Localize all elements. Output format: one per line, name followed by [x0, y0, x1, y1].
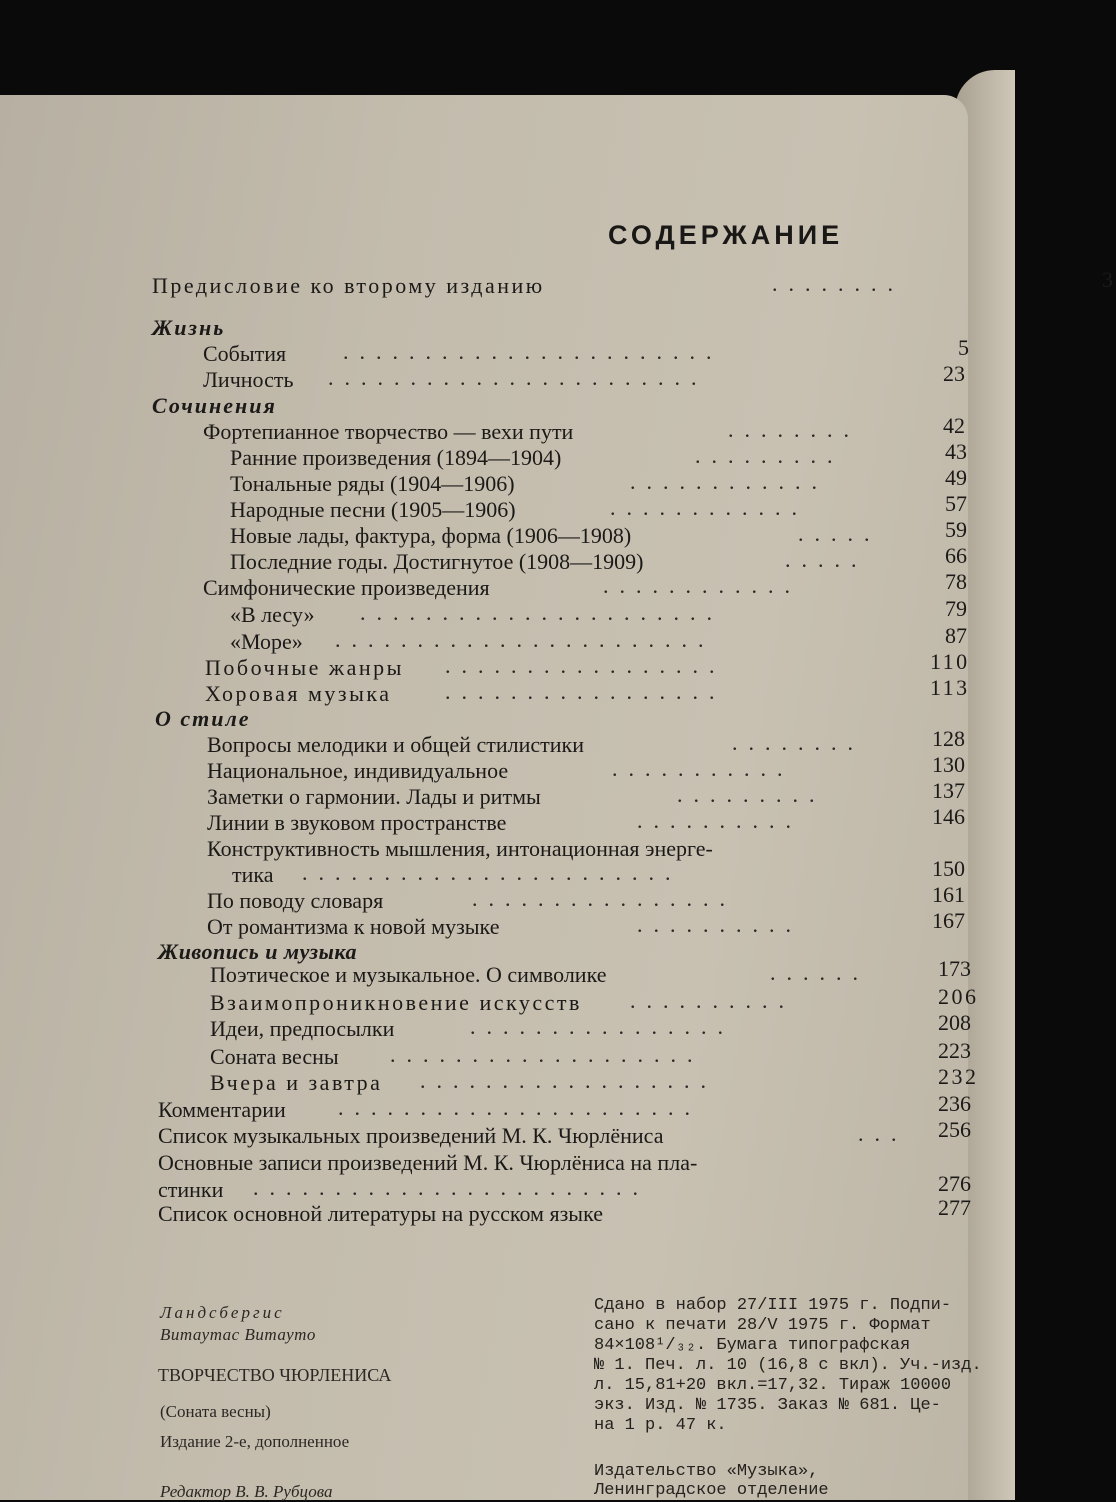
colophon-line: Сдано в набор 27/III 1975 г. Подпи-	[594, 1296, 952, 1315]
leader-dots: .........	[695, 443, 844, 468]
leader-dots: ........	[732, 730, 864, 755]
colophon-line: 84×108¹/₃₂. Бумага типографская	[594, 1336, 911, 1355]
leader-dots: ........................	[253, 1175, 649, 1200]
leader-dots: ........	[772, 271, 904, 296]
author-surname: Ландсбергис	[160, 1303, 285, 1322]
leader-dots: ......................	[360, 600, 723, 625]
leader-dots: ............	[610, 495, 808, 520]
leader-dots: .....	[785, 547, 868, 572]
colophon-line: сано к печати 28/V 1975 г. Формат	[594, 1316, 931, 1335]
leader-dots: ...................	[390, 1042, 704, 1067]
leader-dots: ........	[728, 417, 860, 442]
leader-dots: ..................	[420, 1068, 717, 1093]
leader-dots: ............	[630, 469, 828, 494]
leader-dots: ...	[858, 1121, 908, 1146]
author-name: Витаутас Витауто	[160, 1325, 316, 1344]
leader-dots: ................	[472, 886, 736, 911]
leader-dots: .........	[677, 782, 826, 807]
leader-dots: ...........	[612, 756, 794, 781]
leader-dots: .................	[445, 653, 726, 678]
leader-dots: .......................	[302, 860, 682, 885]
colophon-line: № 1. Печ. л. 10 (16,8 с вкл). Уч.-изд.	[594, 1356, 982, 1375]
colophon-line: на 1 р. 47 к.	[594, 1416, 727, 1435]
leader-dots: ................	[470, 1014, 734, 1039]
book-title: ТВОРЧЕСТВО ЧЮРЛЕНИСА	[158, 1365, 392, 1385]
leader-dots: ..........	[637, 912, 802, 937]
colophon-line: Издательство «Музыка»,	[594, 1462, 819, 1481]
colophon-line: экз. Изд. № 1735. Заказ № 681. Це-	[594, 1396, 941, 1415]
leader-dots: ......	[770, 960, 869, 985]
leader-dots: .......................	[343, 339, 723, 364]
leader-dots: ..........	[630, 988, 795, 1013]
edition-note: Издание 2-е, дополненное	[160, 1432, 350, 1451]
editor-note: Редактор В. В. Рубцова	[160, 1482, 333, 1501]
book-subtitle: (Соната весны)	[160, 1402, 271, 1421]
leader-dots: ..........	[637, 808, 802, 833]
contents-heading: СОДЕРЖАНИЕ	[608, 220, 844, 250]
leader-dots: .......................	[335, 627, 715, 652]
table-of-contents: Предисловие ко второму изданию ........ 3 Жизнь События ....................... 5 Личность ....................... 23 Сочинения Фортепианное творчество — вехи пути ........ 42 Ранние произведения (1894—1904) ......... 43 Тональные ряды (1904—1906) ............ 49 Народные песни (1905—1906) ............ 57 Новые лады, фактура, форма (1906—1908) ..... 59 Последние годы. Достигнутое (1908—1909) ..... 66 Симфонические произведения ............ 78 «В лесу» ...................... 79 «Море» ....................... 87 Побочные жанры ................. 110 Хоровая музыка ................. 113 О стиле Вопросы мелодики и общей стилистики ........ 128 Национальное, индивидуальное ........... 130 Заметки о гармонии. Лады и ритмы ......... 137 Линии в звуковом пространстве .......... 146 Конструктивность мышления, интонационная энерге- тика ....................... 150 По поводу словаря ................ 161 От романтизма к новой музыке .......... 167 Живопись и музыка Поэтическое и музыкальное. О символике ...... 173 Взаимопроникновение искусств .......... 206 Идеи, предпосылки ................ 208 Соната весны ................... 223 Вчера и завтра .................. 232 Комментарии ...................... 236 Список музыкальных произведений М. К. Чюрлёниса ... 256 Основные записи произведений М. К. Чюрлёниса на пла- стинки ........................ 276 Список основной литературы на русском языке 277	[152, 267, 1116, 1226]
leader-dots: .......................	[328, 365, 708, 390]
leader-dots: .................	[445, 679, 726, 704]
leader-dots: ......................	[338, 1095, 701, 1120]
colophon-line: Ленинградское отделение	[594, 1481, 829, 1500]
leader-dots: .....	[798, 521, 881, 546]
leader-dots: ............	[603, 573, 801, 598]
colophon-line: л. 15,81+20 вкл.=17,32. Тираж 10000	[594, 1376, 952, 1395]
